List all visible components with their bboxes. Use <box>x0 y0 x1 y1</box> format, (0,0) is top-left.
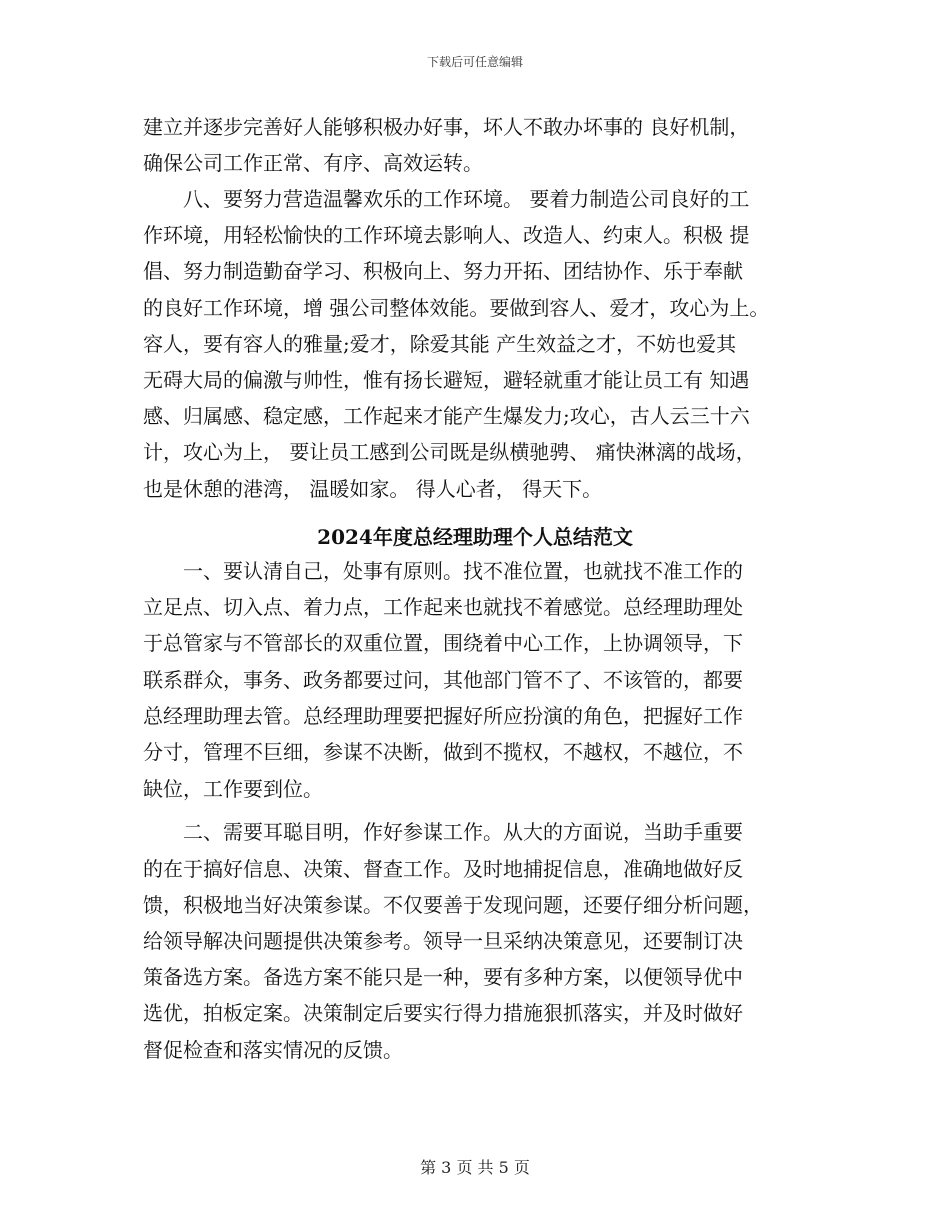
text-line: 馈，积极地当好决策参谋。不仅要善于发现问题，还要仔细分析问题， <box>143 893 763 917</box>
text-line: 的在于搞好信息、决策、督查工作。及时地捕捉信息，准确地做好反 <box>143 857 743 881</box>
page-footer: 第 3 页 共 5 页 <box>420 1158 530 1177</box>
text-line: 二、需要耳聪目明，作好参谋工作。从大的方面说，当助手重要 <box>143 820 743 844</box>
text-line: 确保公司工作正常、有序、高效运转。 <box>143 151 483 175</box>
text-line: 建立并逐步完善好人能够积极办好事，坏人不敢办坏事的 良好机制， <box>143 115 750 139</box>
text-line: 策备选方案。备选方案不能只是一种，要有多种方案，以便领导优中 <box>143 965 743 989</box>
text-line: 督促检查和落实情况的反馈。 <box>143 1038 403 1062</box>
text-line: 八、要努力营造温馨欢乐的工作环境。 要着力制造公司良好的工 <box>143 187 750 211</box>
text-line: 缺位，工作要到位。 <box>143 777 323 801</box>
text-line: 一、要认清自己，处事有原则。找不准位置，也就找不准工作的 <box>143 559 743 583</box>
text-line: 给领导解决问题提供决策参考。领导一旦采纳决策意见，还要制订决 <box>143 929 743 953</box>
text-line: 作环境，用轻松愉快的工作环境去影响人、改造人、约束人。积极 提 <box>143 223 750 247</box>
section-title: 2024年度总经理助理个人总结范文 <box>317 525 633 549</box>
text-line: 于总管家与不管部长的双重位置，围绕着中心工作，上协调领导，下 <box>143 631 743 655</box>
text-line: 计，攻心为上， 要让员工感到公司既是纵横驰骋、 痛快淋漓的战场， <box>143 440 756 464</box>
text-line: 分寸，管理不巨细，参谋不决断，做到不揽权，不越权，不越位，不 <box>143 740 743 764</box>
text-line: 选优，拍板定案。决策制定后要实行得力措施狠抓落实，并及时做好 <box>143 1001 743 1025</box>
text-line: 倡、努力制造勤奋学习、积极向上、努力开拓、团结协作、乐于奉献 <box>143 259 743 283</box>
text-line: 也是休憩的港湾， 温暖如家。 得人心者， 得天下。 <box>143 477 603 501</box>
text-line: 立足点、切入点、着力点，工作起来也就找不着感觉。总经理助理处 <box>143 595 743 619</box>
page-header: 下载后可任意编辑 <box>426 55 523 69</box>
text-line: 的良好工作环境，增 强公司整体效能。要做到容人、爱才，攻心为上。 <box>143 296 770 320</box>
text-line: 容人，要有容人的雅量;爱才，除爱其能 产生效益之才，不妨也爱其 <box>143 332 737 356</box>
text-line: 无碍大局的偏激与帅性，惟有扬长避短，避轻就重才能让员工有 知遇 <box>143 368 750 392</box>
text-line: 总经理助理去管。总经理助理要把握好所应扮演的角色，把握好工作 <box>143 704 743 728</box>
text-line: 联系群众，事务、政务都要过问，其他部门管不了、不该管的，都要 <box>143 668 743 692</box>
text-line: 感、归属感、稳定感，工作起来才能产生爆发力;攻心，古人云三十六 <box>143 404 750 428</box>
